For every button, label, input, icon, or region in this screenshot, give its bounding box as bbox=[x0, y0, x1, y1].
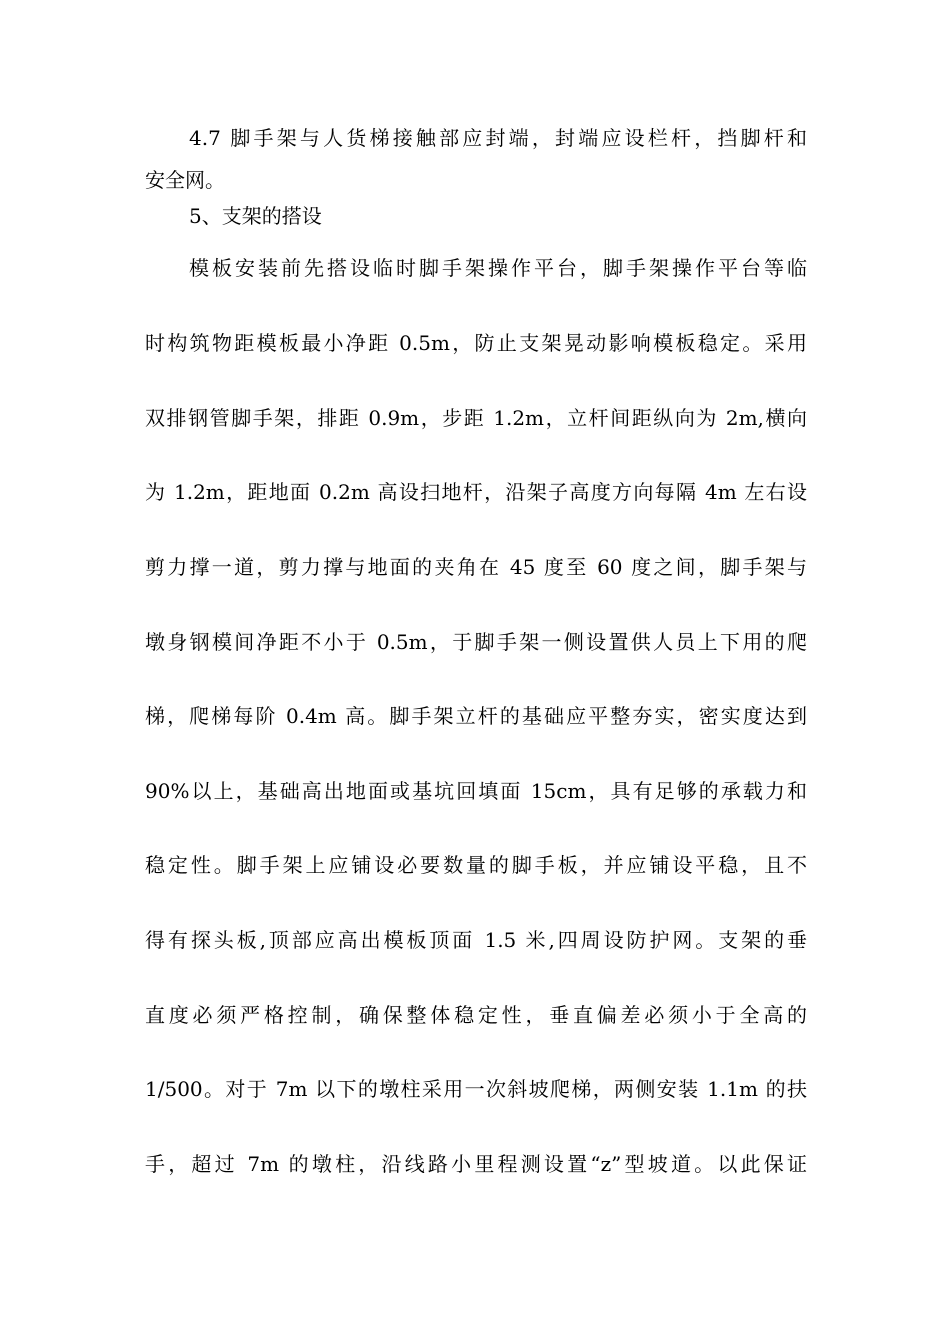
paragraph-line: 模板安装前先搭设临时脚手架操作平台，脚手架操作平台等临 bbox=[189, 256, 807, 280]
paragraph-line: 剪力撑一道，剪力撑与地面的夹角在 45 度至 60 度之间，脚手架与 bbox=[145, 555, 807, 579]
paragraph-line: 稳定性。脚手架上应铺设必要数量的脚手板，并应铺设平稳，且不 bbox=[145, 853, 807, 877]
paragraph-line: 双排钢管脚手架，排距 0.9m，步距 1.2m，立杆间距纵向为 2m,横向 bbox=[145, 406, 807, 430]
paragraph-line: 手，超过 7m 的墩柱，沿线路小里程测设置“z”型坡道。以此保证 bbox=[145, 1152, 807, 1176]
paragraph-line: 1/500。对于 7m 以下的墩柱采用一次斜坡爬梯，两侧安装 1.1m 的扶 bbox=[145, 1077, 807, 1101]
paragraph-line: 直度必须严格控制，确保整体稳定性，垂直偏差必须小于全高的 bbox=[145, 1003, 807, 1027]
paragraph-line: 90%以上，基础高出地面或基坑回填面 15cm，具有足够的承载力和 bbox=[145, 779, 807, 803]
paragraph-line: 为 1.2m，距地面 0.2m 高设扫地杆，沿架子高度方向每隔 4m 左右设 bbox=[145, 480, 807, 504]
text-line-4-7: 4.7 脚手架与人货梯接触部应封端，封端应设栏杆，挡脚杆和 bbox=[189, 126, 807, 150]
paragraph-line: 得有探头板,顶部应高出模板顶面 1.5 米,四周设防护网。支架的垂 bbox=[145, 928, 807, 952]
text-line-4-7-cont: 安全网。 bbox=[145, 168, 225, 192]
paragraph-line: 墩身钢模间净距不小于 0.5m，于脚手架一侧设置供人员上下用的爬 bbox=[145, 630, 807, 654]
paragraph-line: 时构筑物距模板最小净距 0.5m，防止支架晃动影响模板稳定。采用 bbox=[145, 331, 807, 355]
paragraph-line: 梯，爬梯每阶 0.4m 高。脚手架立杆的基础应平整夯实，密实度达到 bbox=[145, 704, 807, 728]
section-heading-5: 5、支架的搭设 bbox=[189, 204, 322, 228]
